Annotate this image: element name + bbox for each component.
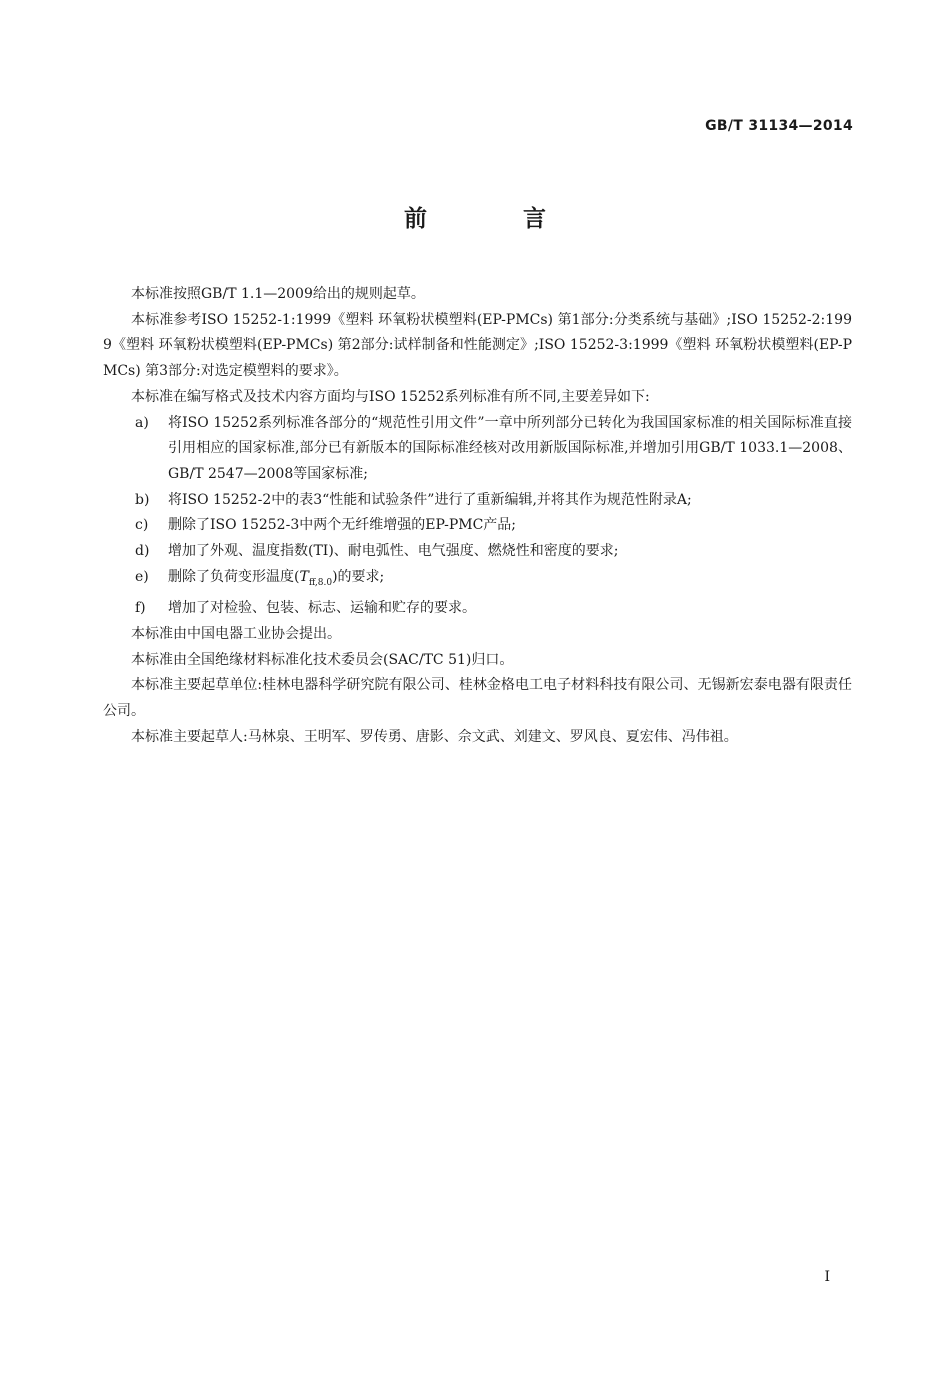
paragraph-drafting-units: 本标准主要起草单位:桂林电器科学研究院有限公司、桂林金格电工电子材料科技有限公司、无锡新宏泰电器有限责任公司。 xyxy=(103,677,852,720)
foreword-body xyxy=(103,282,852,750)
list-item-marker: d) xyxy=(135,543,150,560)
paragraph-references: 本标准参考ISO 15252-1:1999《塑料 环氧粉状模塑料(EP-PMCs) 第1部分:分类系统与基础》;ISO 15252-2:1999《塑料 环氧粉状模塑料(EP-PMCs) 第2部分:试样制备和性能测定》;ISO 15252-3:1999《塑料 环氧粉状模塑料(EP-PMCs) 第3部分:对选定模塑料的要求》。 xyxy=(103,311,852,380)
list-item-text: 增加了对检验、包装、标志、运输和贮存的要求。 xyxy=(168,600,476,617)
list-item-text-after: )的要求; xyxy=(332,568,385,585)
list-item xyxy=(103,596,852,622)
list-item xyxy=(103,411,852,488)
paragraph-differences-intro: 本标准在编写格式及技术内容方面均与ISO 15252系列标准有所不同,主要差异如下: xyxy=(131,388,650,405)
list-item-marker: b) xyxy=(135,491,150,508)
list-item-text: 删除了ISO 15252-3中两个无纤维增强的EP-PMC产品; xyxy=(168,517,517,534)
list-item-marker: c) xyxy=(135,517,149,534)
paragraph-committee: 本标准由全国绝缘材料标准化技术委员会(SAC/TC 51)归口。 xyxy=(131,651,514,668)
paragraph-drafters: 本标准主要起草人:马林泉、王明军、罗传勇、唐影、佘文武、刘建文、罗风良、夏宏伟、冯伟祖。 xyxy=(131,728,738,745)
list-item xyxy=(103,513,852,539)
list-item-text-before: 删除了负荷变形温度( xyxy=(168,568,300,585)
list-item-marker: f) xyxy=(135,600,146,617)
temperature-symbol: T xyxy=(299,568,309,585)
list-item-marker: e) xyxy=(135,568,149,585)
page-number: I xyxy=(824,1269,830,1285)
list-item xyxy=(103,539,852,565)
list-item-text: 增加了外观、温度指数(TI)、耐电弧性、电气强度、燃烧性和密度的要求; xyxy=(168,543,619,560)
page-title: 前 言 xyxy=(403,206,590,232)
list-item xyxy=(103,565,852,597)
paragraph-proposer: 本标准由中国电器工业协会提出。 xyxy=(131,625,341,642)
list-item-text: 将ISO 15252系列标准各部分的“规范性引用文件”一章中所列部分已转化为我国国家标准的相关国际标准直接引用相应的国家标准,部分已有新版本的国际标准经核对改用新版国际标准,并增加引用GB/T 1033.1—2008、GB/T 2547—2008等国家标准; xyxy=(168,414,852,482)
temperature-symbol-subscript: ff,8.0 xyxy=(308,577,333,588)
list-item xyxy=(103,488,852,514)
standard-code: GB/T 31134—2014 xyxy=(705,118,853,134)
paragraph-drafting-rules: 本标准按照GB/T 1.1—2009给出的规则起草。 xyxy=(131,286,425,302)
list-item-marker: a) xyxy=(135,414,149,431)
differences-list xyxy=(103,411,852,622)
list-item-text: 将ISO 15252-2中的表3“性能和试验条件”进行了重新编辑,并将其作为规范性附录A; xyxy=(168,491,692,508)
